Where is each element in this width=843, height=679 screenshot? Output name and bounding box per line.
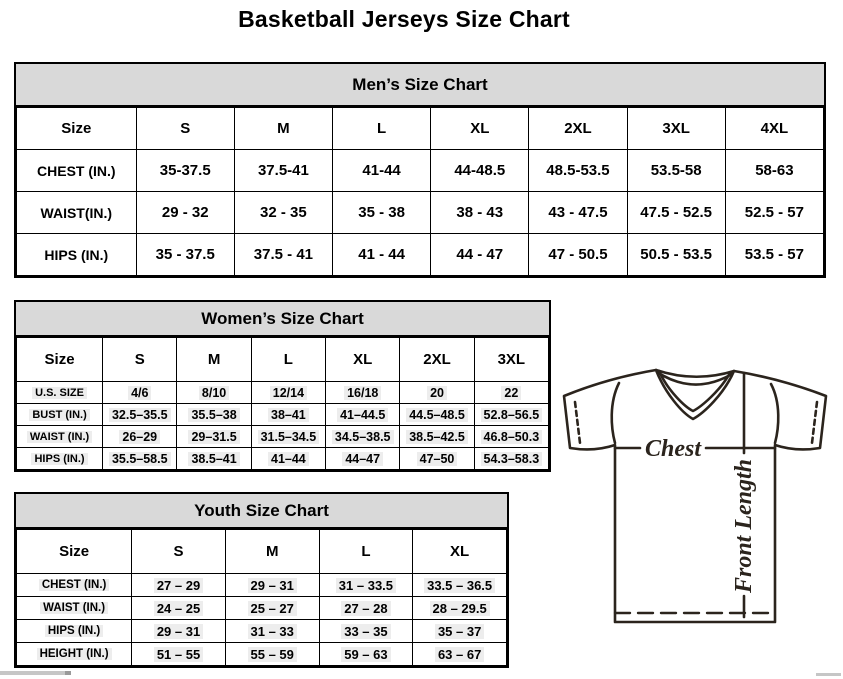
cell-text: 25 – 27 [248, 601, 297, 616]
measurement-row [17, 382, 549, 404]
measurement-row [17, 150, 824, 192]
cell-text: 16/18 [344, 386, 381, 400]
size-value-cell [177, 404, 251, 426]
cell-text: HIPS (IN.) [45, 625, 103, 637]
size-header-xl: XL [413, 530, 507, 574]
size-value-cell [251, 426, 325, 448]
page-title: Basketball Jerseys Size Chart [238, 6, 570, 32]
size-value-cell [132, 574, 226, 597]
size-value-cell [413, 620, 507, 643]
measurement-row [17, 597, 507, 620]
womens-chart-header: Women’s Size Chart [16, 302, 549, 337]
size-value-cell [319, 620, 413, 643]
size-value-cell [326, 382, 400, 404]
cell-text: 46.8–50.3 [481, 430, 543, 444]
size-value-cell [413, 574, 507, 597]
size-value-cell [103, 382, 177, 404]
womens-size-table [16, 337, 549, 470]
size-value-cell [400, 404, 474, 426]
measurement-row-label [17, 643, 132, 666]
measurement-row [17, 234, 824, 276]
size-value-cell: 35-37.5 [136, 150, 234, 192]
size-header-xl: XL [326, 338, 400, 382]
size-value-cell: 44 - 47 [431, 234, 529, 276]
cell-text: 12/14 [270, 386, 307, 400]
size-value-cell [319, 643, 413, 666]
size-value-cell: 32 - 35 [234, 192, 332, 234]
size-value-cell [251, 404, 325, 426]
size-value-cell [400, 382, 474, 404]
cell-text: CHEST (IN.) [39, 579, 110, 591]
size-value-cell: 53.5 - 57 [725, 234, 823, 276]
size-value-cell [103, 404, 177, 426]
size-header-3xl: 3XL [474, 338, 548, 382]
cell-text: 32.5–35.5 [109, 408, 171, 422]
cell-text: 41–44.5 [337, 408, 388, 422]
size-value-cell [225, 574, 319, 597]
cell-text: 31.5–34.5 [258, 430, 320, 444]
cell-text: 33.5 – 36.5 [424, 578, 495, 593]
size-header-s: S [132, 530, 226, 574]
measurement-row [17, 426, 549, 448]
size-value-cell [474, 426, 548, 448]
measurement-row-label [17, 426, 103, 448]
cell-text: HEIGHT (IN.) [37, 648, 112, 660]
size-value-cell [132, 620, 226, 643]
cell-text: 29–31.5 [188, 430, 239, 444]
youth-size-table [16, 529, 507, 666]
cell-text: 63 – 67 [435, 647, 484, 662]
size-value-cell [474, 382, 548, 404]
size-value-cell: 35 - 38 [333, 192, 431, 234]
size-value-cell: 58-63 [725, 150, 823, 192]
size-header-s: S [103, 338, 177, 382]
size-header-4xl: 4XL [725, 108, 823, 150]
size-value-cell [326, 426, 400, 448]
size-header-row [17, 530, 507, 574]
womens-size-chart [14, 300, 551, 472]
mens-size-table [16, 107, 824, 276]
size-value-cell [177, 448, 251, 470]
size-value-cell: 29 - 32 [136, 192, 234, 234]
cell-text: 38.5–41 [188, 452, 239, 466]
size-value-cell [474, 448, 548, 470]
size-value-cell [400, 426, 474, 448]
size-value-cell: 50.5 - 53.5 [627, 234, 725, 276]
cell-text: 35 – 37 [435, 624, 484, 639]
cell-text: 54.3–58.3 [481, 452, 543, 466]
size-value-cell: 35 - 37.5 [136, 234, 234, 276]
jersey-measurement-diagram [550, 363, 842, 649]
size-value-cell [251, 448, 325, 470]
size-header-s: S [136, 108, 234, 150]
scrollbar-fragment-right[interactable] [816, 673, 841, 676]
measurement-row-label [17, 574, 132, 597]
cell-text: 59 – 63 [341, 647, 390, 662]
cell-text: HIPS (IN.) [31, 453, 87, 465]
size-header-l: L [333, 108, 431, 150]
cell-text: BUST (IN.) [29, 409, 89, 421]
mens-chart-header: Men’s Size Chart [16, 64, 824, 107]
size-value-cell: 37.5-41 [234, 150, 332, 192]
size-header-2xl: 2XL [529, 108, 627, 150]
size-value-cell: 44-48.5 [431, 150, 529, 192]
cell-text: 29 – 31 [248, 578, 297, 593]
cell-text: 51 – 55 [154, 647, 203, 662]
cell-text: 55 – 59 [248, 647, 297, 662]
size-value-cell: 38 - 43 [431, 192, 529, 234]
youth-chart-header: Youth Size Chart [16, 494, 507, 529]
scrollbar-thumb-end[interactable] [65, 671, 71, 675]
measurement-row-label: CHEST (IN.) [17, 150, 137, 192]
measurement-row-label [17, 448, 103, 470]
chest-label: Chest [644, 436, 702, 462]
cell-text: 33 – 35 [341, 624, 390, 639]
size-value-cell: 48.5-53.5 [529, 150, 627, 192]
size-column-label: Size [17, 530, 132, 574]
size-column-label: Size [17, 338, 103, 382]
measurement-row-label [17, 620, 132, 643]
cell-text: 31 – 33 [248, 624, 297, 639]
size-header-m: M [234, 108, 332, 150]
size-value-cell [132, 597, 226, 620]
size-header-m: M [177, 338, 251, 382]
cell-text: 27 – 28 [341, 601, 390, 616]
size-value-cell [319, 574, 413, 597]
measurement-row [17, 574, 507, 597]
cell-text: 20 [427, 386, 447, 400]
size-value-cell [177, 426, 251, 448]
horizontal-scrollbar-thumb[interactable] [0, 671, 65, 675]
size-value-cell: 53.5-58 [627, 150, 725, 192]
size-header-2xl: 2XL [400, 338, 474, 382]
cell-text: 27 – 29 [154, 578, 203, 593]
measurement-row [17, 192, 824, 234]
size-value-cell [225, 643, 319, 666]
cell-text: 31 – 33.5 [336, 578, 396, 593]
size-column-label: Size [17, 108, 137, 150]
cell-text: 28 – 29.5 [430, 601, 490, 616]
size-header-3xl: 3XL [627, 108, 725, 150]
size-value-cell [225, 620, 319, 643]
cell-text: 44–47 [342, 452, 383, 466]
size-header-l: L [319, 530, 413, 574]
cell-text: WAIST (IN.) [40, 602, 108, 614]
measurement-row-label [17, 597, 132, 620]
cell-text: 29 – 31 [154, 624, 203, 639]
size-value-cell: 47 - 50.5 [529, 234, 627, 276]
cell-text: 4/6 [128, 386, 151, 400]
size-header-l: L [251, 338, 325, 382]
size-value-cell [132, 643, 226, 666]
cell-text: 24 – 25 [154, 601, 203, 616]
size-value-cell [413, 643, 507, 666]
size-value-cell [474, 404, 548, 426]
size-value-cell [326, 448, 400, 470]
cell-text: 41–44 [268, 452, 309, 466]
cell-text: 22 [501, 386, 521, 400]
size-value-cell [225, 597, 319, 620]
cell-text: 44.5–48.5 [406, 408, 468, 422]
size-value-cell [413, 597, 507, 620]
cell-text: 52.8–56.5 [481, 408, 543, 422]
cell-text: WAIST (IN.) [27, 431, 92, 443]
cell-text: U.S. SIZE [32, 387, 87, 399]
size-value-cell: 47.5 - 52.5 [627, 192, 725, 234]
size-header-xl: XL [431, 108, 529, 150]
size-value-cell [103, 448, 177, 470]
size-value-cell [103, 426, 177, 448]
cell-text: 38–41 [268, 408, 309, 422]
size-value-cell [177, 382, 251, 404]
cell-text: 34.5–38.5 [332, 430, 394, 444]
measurement-row-label: WAIST(IN.) [17, 192, 137, 234]
cell-text: 47–50 [417, 452, 458, 466]
cell-text: 35.5–38 [188, 408, 239, 422]
measurement-row-label: HIPS (IN.) [17, 234, 137, 276]
measurement-row [17, 643, 507, 666]
size-value-cell [400, 448, 474, 470]
size-value-cell: 43 - 47.5 [529, 192, 627, 234]
youth-size-chart [14, 492, 509, 668]
cell-text: 26–29 [119, 430, 160, 444]
size-value-cell: 41 - 44 [333, 234, 431, 276]
mens-size-chart [14, 62, 826, 278]
size-header-m: M [225, 530, 319, 574]
measurement-row [17, 620, 507, 643]
size-value-cell [319, 597, 413, 620]
size-header-row [17, 108, 824, 150]
measurement-row [17, 404, 549, 426]
size-value-cell [326, 404, 400, 426]
measurement-row-label [17, 404, 103, 426]
size-value-cell: 41-44 [333, 150, 431, 192]
cell-text: 8/10 [199, 386, 229, 400]
measurement-row-label [17, 382, 103, 404]
size-header-row [17, 338, 549, 382]
size-value-cell [251, 382, 325, 404]
cell-text: 35.5–58.5 [109, 452, 171, 466]
size-value-cell: 52.5 - 57 [725, 192, 823, 234]
measurement-row [17, 448, 549, 470]
cell-text: 38.5–42.5 [406, 430, 468, 444]
size-value-cell: 37.5 - 41 [234, 234, 332, 276]
front-length-label: Front Length [731, 458, 757, 594]
jersey-outline [564, 370, 826, 622]
